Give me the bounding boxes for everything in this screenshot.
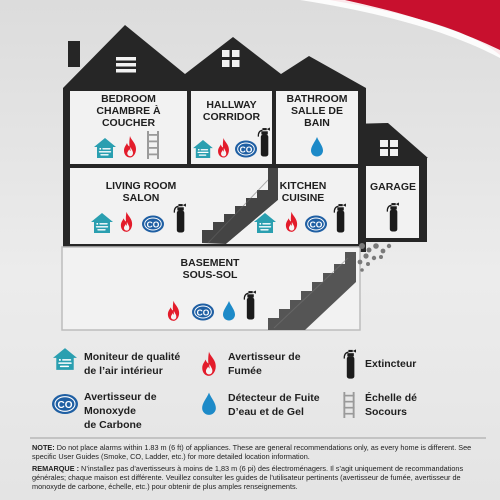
svg-text:CO: CO <box>146 219 160 230</box>
legend-air-quality-icon <box>53 348 77 370</box>
legend-water-label: Détecteur de Fuite D’eau et de Gel <box>228 392 320 418</box>
svg-text:CO: CO <box>239 144 253 155</box>
kitchen-co-icon <box>305 216 327 233</box>
basement-co-icon <box>192 304 214 321</box>
label-hallway: HALLWAY CORRIDOR <box>202 99 261 123</box>
legend-extinguisher-icon <box>344 349 356 378</box>
hallway-co-icon <box>235 141 257 158</box>
legend-ladder-icon <box>343 392 354 418</box>
label-basement: BASEMENT SOUS-SOL <box>180 257 240 281</box>
legend-water-icon <box>202 393 216 415</box>
label-living-room: LIVING ROOM SALON <box>105 180 177 204</box>
legend-co-icon <box>52 394 78 414</box>
label-kitchen: KITCHEN CUISINE <box>279 180 327 204</box>
note-french-label: REMARQUE : <box>32 464 80 473</box>
svg-text:CO: CO <box>309 219 323 230</box>
note-french <box>32 464 482 491</box>
label-bathroom: BATHROOM SALLE DE BAIN <box>286 93 348 129</box>
legend-co-label: Avertisseur de Monoxyde de Carbone <box>84 391 157 431</box>
note-english <box>32 443 482 461</box>
legend-air-quality-label: Moniteur de qualité de l’air intérieur <box>84 351 181 377</box>
note-english-label: NOTE: <box>32 443 55 452</box>
note-french-text: N’installez pas d’avertisseurs à moins de 1,83 m (6 pi) des électroménagers. Il s’agit uniquement de recommandations générales; chaque maison est différente. Veuillez consulter les guides de l’utilisateur pertinents (avertisseur de fumée, avertisseur de monoxyde de carbone, échelle, etc.) pour obtenir de plus amples renseignements. <box>32 464 464 491</box>
legend-smoke-icon <box>202 352 216 376</box>
living-co-icon <box>142 216 164 233</box>
note-english-text: Do not place alarms within 1.83 m (6 ft) of appliances. These are general recommendations only, as every home is different. See specific User Guides (Smoke, CO, Ladder, etc.) for more detailed location information. <box>32 443 472 461</box>
legend-ladder-label: Échelle dé Socours <box>365 392 417 418</box>
label-garage: GARAGE <box>369 181 417 193</box>
legend-smoke-label: Avertisseur de Fumée <box>228 351 301 377</box>
legend-extinguisher-label: Extincteur <box>365 358 417 370</box>
gravel <box>358 243 392 272</box>
svg-text:CO: CO <box>57 400 73 411</box>
svg-text:CO: CO <box>196 307 210 318</box>
label-bedroom: BEDROOM CHAMBRE À COUCHER <box>96 93 161 129</box>
